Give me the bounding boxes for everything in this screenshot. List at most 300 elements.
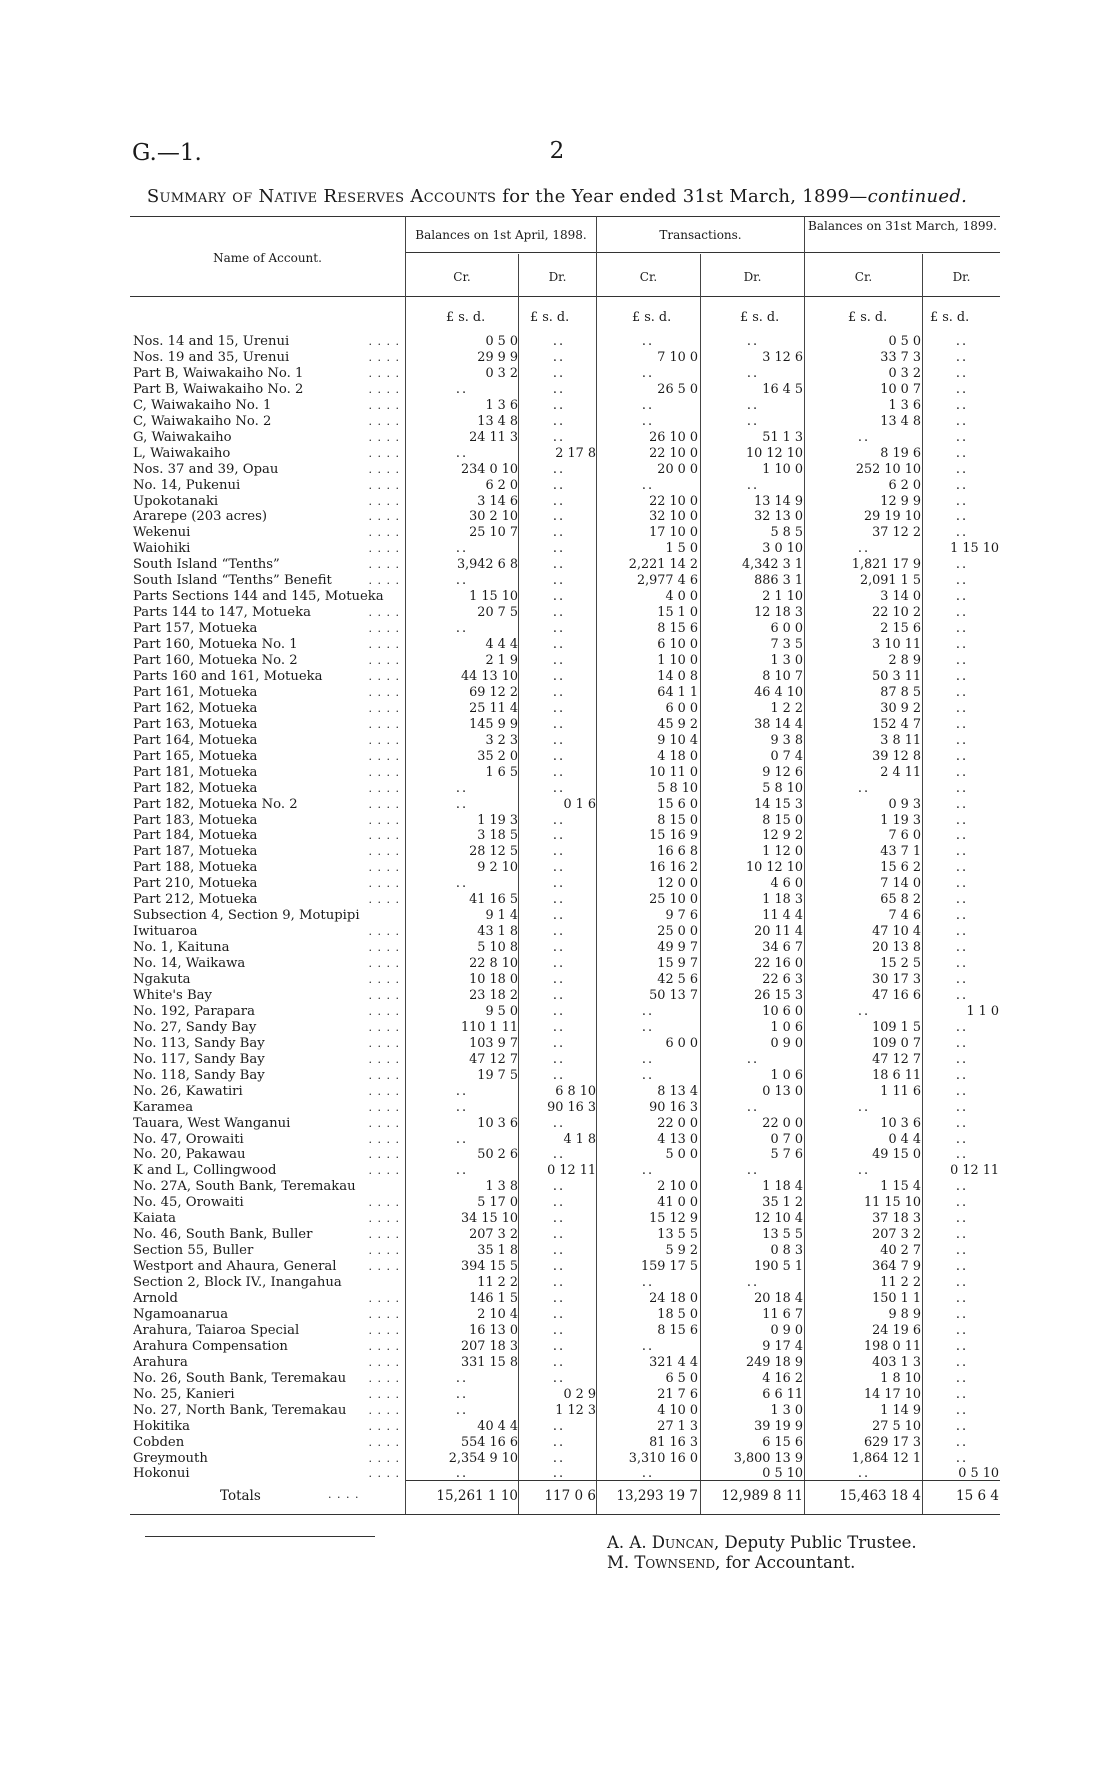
transactions-dr-value: 8 10 7	[762, 668, 803, 684]
transactions-dr-value: 11 4 4	[762, 908, 803, 924]
closing-cr-value: 1 19 3	[880, 812, 921, 828]
closing-dr-value: ..	[955, 700, 969, 716]
transactions-cr-value: 81 16 3	[649, 1434, 698, 1450]
leader-dots: . . . .	[368, 350, 400, 364]
transactions-cr-value: ..	[641, 1051, 655, 1067]
transactions-dr-value: 22 6 3	[762, 972, 803, 987]
account-name: No. 14, Pukenui	[133, 477, 241, 493]
transactions-dr-value: 4 16 2	[762, 1370, 803, 1386]
opening-dr-value: 0 1 6	[563, 796, 596, 812]
closing-cr-value: 6 2 0	[888, 477, 921, 493]
opening-cr-value: ..	[455, 1083, 469, 1099]
closing-dr-value: ..	[955, 1115, 969, 1131]
transactions-cr-value: 14 0 8	[657, 668, 698, 684]
page-identifier: G.—1.	[132, 140, 202, 166]
transactions-cr-value: 20 0 0	[657, 461, 698, 477]
leader-dots: . . . .	[368, 335, 400, 348]
transactions-dr-value: 0 9 0	[770, 1035, 803, 1051]
transactions-dr-value: 1 0 6	[770, 1067, 803, 1083]
closing-dr-value: ..	[955, 349, 969, 365]
closing-dr-value: ..	[955, 764, 969, 780]
closing-cr-value: 15 6 2	[880, 860, 921, 876]
signatory-name: M. Townsend	[607, 1553, 716, 1572]
closing-dr-value: ..	[955, 1179, 969, 1195]
closing-dr-value: ..	[955, 637, 969, 653]
closing-cr-value: 364 7 9	[872, 1259, 921, 1275]
closing-dr-value: 1 1 0	[966, 1003, 999, 1019]
transactions-cr-value: 10 11 0	[649, 764, 698, 780]
opening-cr-value: 3 18 5	[477, 828, 518, 844]
opening-dr-value: ..	[552, 1338, 566, 1354]
account-name: Parts 160 and 161, Motueka	[133, 668, 323, 684]
title-continued: continued.	[867, 186, 968, 207]
leader-dots: . . . .	[368, 446, 400, 460]
closing-dr-value: ..	[955, 1083, 969, 1099]
transactions-cr-value: 9 10 4	[657, 732, 698, 748]
title-main: Summary of Native Reserves Accounts	[146, 186, 497, 207]
units-label: £ s. d.	[632, 310, 672, 325]
opening-dr-value: ..	[552, 1450, 566, 1466]
transactions-dr-value: 886 3 1	[754, 573, 803, 589]
opening-cr-value: 6 2 0	[485, 477, 518, 493]
transactions-cr-value: 5 0 0	[665, 1147, 698, 1163]
transactions-dr-value: 12 18 3	[754, 605, 803, 621]
opening-dr-value: ..	[552, 700, 566, 716]
closing-dr-value: ..	[955, 1211, 969, 1227]
opening-cr-value: 47 12 7	[469, 1051, 518, 1067]
leader-dots: . . . .	[368, 701, 400, 715]
leader-dots: . . . .	[368, 478, 400, 492]
opening-cr-value: 35 1 8	[477, 1243, 518, 1259]
opening-cr-value: 554 16 6	[461, 1434, 518, 1450]
account-name: Hokonui	[133, 1466, 190, 1482]
opening-dr-value: ..	[552, 365, 566, 381]
opening-dr-value: ..	[552, 1195, 566, 1211]
transactions-cr-value: 5 9 2	[665, 1243, 698, 1259]
account-name: Part 163, Motueka	[133, 716, 258, 732]
account-name: Part 160, Motueka No. 2	[133, 653, 298, 668]
account-name: No. 46, South Bank, Buller	[133, 1227, 313, 1243]
transactions-dr-value: 13 14 9	[754, 493, 803, 509]
leader-dots: . . . .	[368, 861, 400, 875]
opening-cr-value: 331 15 8	[461, 1354, 518, 1370]
opening-dr-value: ..	[552, 621, 566, 637]
opening-dr-value: ..	[552, 605, 566, 621]
transactions-cr-value: 17 10 0	[649, 525, 698, 541]
closing-dr-value: ..	[955, 605, 969, 621]
account-name: Part 160, Motueka No. 1	[133, 637, 298, 653]
opening-cr-value: ..	[455, 1099, 469, 1115]
transactions-cr-value: 15 9 7	[657, 956, 698, 972]
account-name: Part 162, Motueka	[133, 700, 258, 716]
opening-cr-value: 22 8 10	[469, 956, 518, 972]
leader-dots: . . . .	[368, 829, 400, 843]
transactions-cr-value: 15 16 9	[649, 828, 698, 844]
opening-cr-value: 1 6 5	[485, 764, 518, 780]
transactions-cr-value: 8 15 6	[657, 1322, 698, 1338]
closing-dr-value: ..	[955, 509, 969, 525]
column-divider	[922, 254, 923, 1514]
closing-cr-value: 7 4 6	[888, 908, 921, 924]
closing-cr-value: 2 4 11	[880, 764, 921, 780]
leader-dots: . . . .	[368, 430, 400, 444]
closing-dr-value: ..	[955, 621, 969, 637]
opening-dr-value: ..	[552, 780, 566, 796]
closing-cr-value: 198 0 11	[864, 1338, 921, 1354]
closing-cr-value: ..	[857, 1466, 871, 1482]
account-name: South Island “Tenths”	[133, 557, 280, 573]
closing-dr-value: ..	[955, 1322, 969, 1338]
transactions-dr-value: ..	[746, 334, 760, 349]
closing-cr-value: 207 3 2	[872, 1227, 921, 1243]
closing-cr-value: 1,821 17 9	[851, 557, 921, 573]
closing-cr-value: 18 6 11	[872, 1067, 921, 1083]
leader-dots: . . . .	[368, 382, 400, 396]
transactions-cr-value: 32 10 0	[649, 509, 698, 525]
account-name: Hokitika	[133, 1418, 191, 1434]
closing-cr-value: 629 17 3	[864, 1434, 921, 1450]
transactions-dr-value: 1 18 3	[762, 892, 803, 908]
account-name: Arnold	[133, 1291, 178, 1306]
closing-dr-value: ..	[955, 653, 969, 668]
closing-cr-value: 7 6 0	[888, 828, 921, 844]
transactions-dr-value: 12 10 4	[754, 1211, 803, 1227]
account-name: Section 2, Block IV., Inangahua	[133, 1275, 342, 1291]
opening-dr-value: ..	[552, 525, 566, 541]
account-name: South Island “Tenths” Benefit	[133, 573, 332, 589]
leader-dots: . . . .	[368, 558, 400, 572]
closing-dr-value: ..	[955, 477, 969, 493]
transactions-dr-value: 3 12 6	[762, 349, 803, 365]
closing-cr-value: 27 5 10	[872, 1418, 921, 1434]
opening-cr-header: Cr.	[453, 270, 471, 284]
closing-dr-value: ..	[955, 365, 969, 381]
closing-dr-value: ..	[955, 1259, 969, 1275]
opening-cr-value: ..	[455, 573, 469, 589]
opening-dr-value: ..	[552, 876, 566, 892]
transactions-cr-value: 6 0 0	[665, 700, 698, 716]
closing-dr-value: ..	[955, 1067, 969, 1083]
leader-dots: . . . .	[368, 606, 400, 620]
opening-dr-value: 0 12 11	[547, 1163, 596, 1179]
closing-balances-header: Balances on 31st March, 1899.	[808, 219, 997, 233]
opening-dr-value: ..	[552, 1243, 566, 1259]
opening-dr-value: ..	[552, 397, 566, 413]
transactions-cr-value: 64 1 1	[657, 684, 698, 700]
account-name: Ngamoanarua	[133, 1306, 229, 1322]
leader-dots: . . . .	[368, 1020, 400, 1034]
total-transactions-cr: 13,293 19 7	[616, 1488, 698, 1504]
transactions-cr-value: 6 0 0	[665, 1035, 698, 1051]
opening-dr-value: ..	[552, 748, 566, 764]
transactions-dr-value: ..	[746, 1051, 760, 1067]
opening-dr-value: ..	[552, 557, 566, 573]
closing-cr-value: 0 4 4	[888, 1131, 921, 1147]
closing-dr-value: ..	[955, 493, 969, 509]
leader-dots: . . . .	[368, 845, 400, 859]
opening-dr-value: ..	[552, 684, 566, 700]
opening-cr-value: 1 3 6	[485, 397, 518, 413]
opening-cr-value: 34 15 10	[461, 1211, 518, 1227]
closing-dr-value: ..	[955, 908, 969, 924]
opening-dr-value: 0 2 9	[563, 1386, 596, 1402]
opening-dr-value: ..	[552, 1147, 566, 1163]
account-name: Upokotanaki	[133, 493, 219, 509]
total-closing-cr: 15,463 18 4	[839, 1488, 921, 1504]
transactions-cr-value: 1 5 0	[665, 541, 698, 557]
opening-cr-value: 28 12 5	[469, 844, 518, 860]
opening-dr-value: ..	[552, 732, 566, 748]
closing-cr-value: 30 17 3	[872, 972, 921, 987]
opening-balances-header: Balances on 1st April, 1898.	[415, 228, 587, 242]
units-label: £ s. d.	[930, 310, 970, 325]
closing-dr-value: ..	[955, 397, 969, 413]
closing-cr-value: 1,864 12 1	[851, 1450, 921, 1466]
account-name: Ngakuta	[133, 972, 191, 987]
account-name: Iwituaroa	[133, 924, 198, 940]
transactions-dr-value: 14 15 3	[754, 796, 803, 812]
signature-trustee	[607, 1533, 917, 1552]
transactions-dr-value: 0 5 10	[762, 1466, 803, 1482]
closing-dr-header: Dr.	[952, 270, 971, 284]
account-name: No. 26, South Bank, Teremakau	[133, 1370, 347, 1386]
closing-cr-value: 10 3 6	[880, 1115, 921, 1131]
transactions-cr-value: ..	[641, 1163, 655, 1179]
closing-cr-value: 1 11 6	[880, 1083, 921, 1099]
account-name: No. 20, Pakawau	[133, 1147, 246, 1163]
closing-cr-value: 2 8 9	[888, 653, 921, 668]
transactions-dr-value: 32 13 0	[754, 509, 803, 525]
leader-dots: . . . .	[368, 733, 400, 747]
opening-cr-value: 0 5 0	[485, 334, 518, 349]
leader-dots: . . . .	[368, 1339, 400, 1353]
closing-dr-value: ..	[955, 716, 969, 732]
closing-dr-value: 0 5 10	[958, 1466, 999, 1482]
closing-dr-value: ..	[955, 1243, 969, 1259]
closing-cr-value: 3 8 11	[880, 732, 921, 748]
leader-dots: . . . .	[368, 366, 400, 380]
opening-dr-value: ..	[552, 653, 566, 668]
closing-cr-value: 87 8 5	[880, 684, 921, 700]
closing-dr-value: ..	[955, 796, 969, 812]
closing-cr-value: ..	[857, 1003, 871, 1019]
closing-cr-value: 8 19 6	[880, 445, 921, 461]
opening-cr-value: 11 2 2	[477, 1275, 518, 1291]
closing-cr-value: 20 13 8	[872, 940, 921, 956]
opening-cr-value: 35 2 0	[477, 748, 518, 764]
account-name: Nos. 19 and 35, Urenui	[133, 349, 290, 365]
opening-cr-value: 110 1 11	[461, 1019, 518, 1035]
closing-cr-value: 3 10 11	[872, 637, 921, 653]
transactions-dr-value: 22 0 0	[762, 1115, 803, 1131]
transactions-cr-value: ..	[641, 1003, 655, 1019]
closing-dr-value: ..	[955, 812, 969, 828]
closing-cr-value: 0 3 2	[888, 365, 921, 381]
transactions-cr-value: ..	[641, 1275, 655, 1291]
leader-dots: . . . .	[368, 1164, 400, 1178]
closing-cr-header: Cr.	[854, 270, 873, 284]
transactions-dr-value: 20 11 4	[754, 924, 803, 940]
opening-cr-value: ..	[455, 621, 469, 637]
table-title	[0, 186, 1114, 207]
closing-cr-value: 39 12 8	[872, 748, 921, 764]
closing-cr-value: 109 1 5	[872, 1019, 921, 1035]
transactions-dr-value: 0 9 0	[770, 1322, 803, 1338]
leader-dots: . . . .	[368, 1435, 400, 1449]
closing-dr-value: ..	[955, 334, 969, 349]
transactions-dr-value: 8 15 0	[762, 812, 803, 828]
opening-dr-value: ..	[552, 987, 566, 1003]
opening-dr-value: ..	[552, 493, 566, 509]
closing-cr-value: ..	[857, 429, 871, 445]
closing-dr-value: ..	[955, 1386, 969, 1402]
total-opening-cr: 15,261 1 10	[436, 1488, 518, 1504]
account-name: Part 165, Motueka	[133, 748, 258, 764]
opening-dr-value: ..	[552, 1259, 566, 1275]
transactions-cr-value: 24 18 0	[649, 1291, 698, 1306]
account-name: No. 118, Sandy Bay	[133, 1067, 265, 1083]
account-name: Parts 144 to 147, Motueka	[133, 605, 311, 621]
leader-dots: . . . .	[368, 622, 400, 636]
leader-dots: . . . .	[368, 1100, 400, 1114]
leader-dots: . . . .	[368, 1260, 400, 1274]
opening-dr-value: ..	[552, 509, 566, 525]
transactions-cr-value: 321 4 4	[649, 1354, 698, 1370]
leader-dots: . . . .	[368, 797, 400, 811]
account-name: Part 183, Motueka	[133, 812, 258, 828]
opening-cr-value: 50 2 6	[477, 1147, 518, 1163]
closing-dr-value: ..	[955, 956, 969, 972]
opening-dr-value: ..	[552, 589, 566, 605]
closing-dr-value: ..	[955, 1195, 969, 1211]
header-top-rule	[130, 216, 1000, 217]
leader-dots: . . . .	[368, 494, 400, 508]
transactions-cr-value: ..	[641, 397, 655, 413]
transactions-dr-value: 1 3 0	[770, 1402, 803, 1418]
opening-cr-value: 3 14 6	[477, 493, 518, 509]
closing-cr-value: ..	[857, 780, 871, 796]
account-name: Westport and Ahaura, General	[133, 1259, 337, 1275]
opening-cr-value: 9 5 0	[485, 1003, 518, 1019]
opening-cr-value: 146 1 5	[469, 1291, 518, 1306]
transactions-cr-value: 45 9 2	[657, 716, 698, 732]
closing-cr-value: 150 1 1	[872, 1291, 921, 1306]
account-name: Section 55, Buller	[133, 1243, 254, 1259]
account-name: No. 26, Kawatiri	[133, 1083, 243, 1099]
closing-dr-value: ..	[955, 732, 969, 748]
transactions-cr-value: 2,977 4 6	[636, 573, 698, 589]
account-name: Nos. 37 and 39, Opau	[133, 461, 279, 477]
transactions-cr-value: 41 0 0	[657, 1195, 698, 1211]
closing-cr-value: 2,091 1 5	[859, 573, 921, 589]
column-divider	[804, 216, 805, 1514]
closing-cr-value: 0 9 3	[888, 796, 921, 812]
opening-dr-value: ..	[552, 1370, 566, 1386]
account-name: Part 184, Motueka	[133, 828, 258, 844]
transactions-cr-value: 26 10 0	[649, 429, 698, 445]
transactions-dr-value: 4 6 0	[770, 876, 803, 892]
leader-dots: . . . .	[368, 1052, 400, 1066]
leader-dots: . . . .	[368, 669, 400, 683]
transactions-cr-value: 16 6 8	[657, 844, 698, 860]
opening-dr-value: ..	[552, 1275, 566, 1291]
transactions-dr-value: ..	[746, 397, 760, 413]
leader-dots: . . . .	[368, 717, 400, 731]
closing-cr-value: 22 10 2	[872, 605, 921, 621]
transactions-dr-value: ..	[746, 477, 760, 493]
account-name: Karamea	[133, 1099, 194, 1115]
leader-dots: . . . .	[368, 1212, 400, 1226]
opening-cr-value: 23 18 2	[469, 987, 518, 1003]
account-name: Arahura, Taiaroa Special	[133, 1322, 300, 1338]
account-name: No. 117, Sandy Bay	[133, 1051, 265, 1067]
opening-cr-value: 20 7 5	[477, 605, 518, 621]
opening-dr-value: ..	[552, 1067, 566, 1083]
closing-dr-value: ..	[955, 589, 969, 605]
account-name: L, Waiwakaiho	[133, 445, 231, 461]
transactions-dr-value: 9 17 4	[762, 1338, 803, 1354]
transactions-cr-value: 22 10 0	[649, 493, 698, 509]
transactions-dr-value: 16 4 5	[762, 381, 803, 397]
closing-cr-value: 1 3 6	[888, 397, 921, 413]
transactions-dr-value: 2 1 10	[762, 589, 803, 605]
closing-dr-value: ..	[955, 844, 969, 860]
opening-cr-value: 5 10 8	[477, 940, 518, 956]
transactions-cr-value: 21 7 6	[657, 1386, 698, 1402]
opening-dr-value: ..	[552, 1051, 566, 1067]
leader-dots: . . . .	[368, 398, 400, 412]
closing-cr-value: 1 14 9	[880, 1402, 921, 1418]
transactions-cr-value: ..	[641, 413, 655, 429]
opening-cr-value: ..	[455, 876, 469, 892]
transactions-dr-value: 0 13 0	[762, 1083, 803, 1099]
opening-dr-value: ..	[552, 908, 566, 924]
closing-dr-value: ..	[955, 1354, 969, 1370]
opening-cr-value: 2 1 9	[485, 653, 518, 668]
closing-dr-value: ..	[955, 1131, 969, 1147]
closing-cr-value: ..	[857, 1163, 871, 1179]
opening-dr-value: ..	[552, 940, 566, 956]
closing-cr-value: 24 19 6	[872, 1322, 921, 1338]
transactions-dr-value: 5 8 5	[770, 525, 803, 541]
total-opening-dr: 117 0 6	[544, 1488, 596, 1504]
account-name: Part 182, Motueka	[133, 780, 258, 796]
opening-dr-value: ..	[552, 892, 566, 908]
transactions-dr-value: 4,342 3 1	[741, 557, 803, 573]
opening-dr-value: ..	[552, 1115, 566, 1131]
closing-dr-value: ..	[955, 924, 969, 940]
closing-cr-value: 3 14 0	[880, 589, 921, 605]
transactions-dr-value: 0 7 0	[770, 1131, 803, 1147]
opening-dr-value: ..	[552, 1306, 566, 1322]
opening-cr-value: 3 2 3	[485, 732, 518, 748]
closing-dr-value: ..	[955, 892, 969, 908]
opening-dr-value: ..	[552, 334, 566, 349]
closing-dr-value: ..	[955, 987, 969, 1003]
transactions-dr-value: 12 9 2	[762, 828, 803, 844]
opening-dr-value: ..	[552, 541, 566, 557]
transactions-dr-value: 6 15 6	[762, 1434, 803, 1450]
leader-dots: . . . .	[368, 414, 400, 428]
closing-cr-value: 403 1 3	[872, 1354, 921, 1370]
account-name: Part B, Waiwakaiho No. 2	[133, 381, 304, 397]
opening-cr-value: 9 1 4	[485, 908, 518, 924]
closing-dr-value: ..	[955, 445, 969, 461]
opening-cr-value: 30 2 10	[469, 509, 518, 525]
opening-cr-value: 16 13 0	[469, 1322, 518, 1338]
opening-dr-value: ..	[552, 413, 566, 429]
opening-cr-value: 44 13 10	[461, 668, 518, 684]
